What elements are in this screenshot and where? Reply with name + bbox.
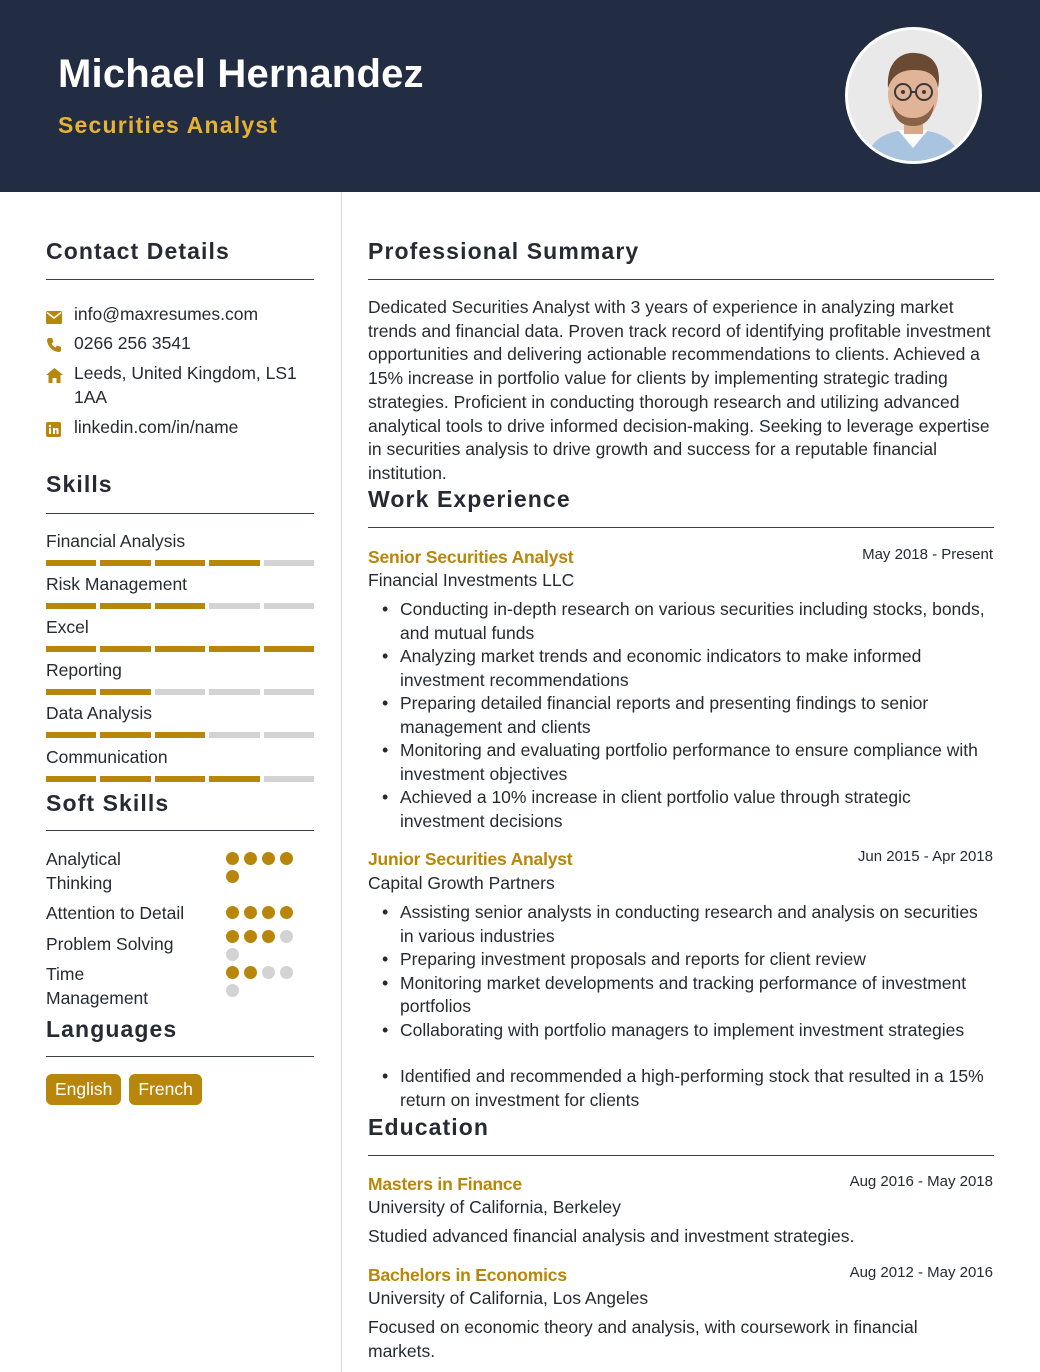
skill-bar-segment [155, 689, 205, 695]
job-company: Capital Growth Partners [368, 873, 555, 893]
soft-skill-rating [226, 966, 306, 997]
rating-dot [226, 948, 239, 961]
languages-heading-rule [46, 1056, 314, 1057]
profile-photo-illustration [848, 30, 979, 161]
skill-bar-segment [100, 776, 150, 782]
skill-bar-segment [209, 603, 259, 609]
job-bullet: • Identified and recommended a high-performing stock that resulted in a 15% return on investment for clients [380, 1065, 995, 1112]
envelope-icon [46, 302, 74, 330]
rating-dot [262, 930, 275, 943]
skill-bar-segment [209, 732, 259, 738]
summary-text: Dedicated Securities Analyst with 3 years of experience in analyzing market trends and financial data. Proven track record of identifying profitable investment opportunities and delivering actionable recommendations to clients. Achieved a 15% increase in portfolio value for clients by implementing strategic trading strategies. Proficient in conducting thorough research and utilizing advanced analytical tools to drive informed decision-making. Seeking to leverage expertise in securities analysis to drive growth and success for a reputable financial institution. [368, 297, 991, 483]
summary-heading: Professional Summary [368, 238, 640, 264]
skill-bar [46, 689, 314, 695]
skill-bar [46, 646, 314, 652]
skill-bar-segment [264, 776, 314, 782]
rating-dot [262, 906, 275, 919]
skill-bar-segment [155, 560, 205, 566]
job-bullets [380, 598, 995, 833]
skill-bar-segment [46, 776, 96, 782]
job-title: Junior Securities Analyst [368, 849, 573, 869]
rating-dot [244, 966, 257, 979]
skills-heading: Skills [46, 471, 113, 497]
skill-bar-segment [155, 776, 205, 782]
experience-heading-rule [368, 527, 994, 528]
language-tag: English [46, 1074, 121, 1105]
degree-dates: Aug 2012 - May 2016 [849, 1264, 993, 1281]
job-bullet: • Assisting senior analysts in conducting research and analysis on securities in various industries [380, 901, 995, 948]
skill-bar [46, 603, 314, 609]
contact-heading: Contact Details [46, 238, 230, 264]
soft-skills-heading-rule [46, 830, 314, 831]
contact-phone-text: 0266 256 3541 [74, 333, 191, 353]
rating-dot [226, 930, 239, 943]
contact-email[interactable] [46, 302, 306, 330]
rating-dot [244, 930, 257, 943]
job-dates: Jun 2015 - Apr 2018 [857, 848, 993, 865]
skill-bar-segment [264, 646, 314, 652]
contact-phone[interactable] [46, 331, 306, 359]
contact-address [46, 361, 306, 409]
rating-dot [226, 852, 239, 865]
rating-dot [226, 966, 239, 979]
language-list [46, 1074, 202, 1105]
skill-bar-segment [100, 732, 150, 738]
rating-dot [280, 906, 293, 919]
contact-email-text: info@maxresumes.com [74, 304, 259, 324]
rating-dot [226, 870, 239, 883]
skills-heading-rule [46, 513, 314, 514]
language-tag: French [129, 1074, 201, 1105]
rating-dot [280, 930, 293, 943]
job-bullet: • Monitoring market developments and tracking performance of investment portfolios [380, 972, 995, 1019]
contact-heading-rule [46, 279, 314, 280]
skill-bar-segment [209, 689, 259, 695]
job-bullet: • Preparing investment proposals and reports for client review [380, 948, 995, 972]
column-divider [341, 192, 342, 1372]
rating-dot [226, 984, 239, 997]
skill-bar [46, 776, 314, 782]
experience-heading: Work Experience [368, 486, 571, 512]
job-bullet: • Collaborating with portfolio managers to implement investment strategies [380, 1019, 995, 1043]
summary-heading-rule [368, 279, 994, 280]
job-bullet: • Preparing detailed financial reports and presenting findings to senior management and clients [380, 692, 995, 739]
skill-bar-segment [264, 560, 314, 566]
skill-bar-segment [155, 603, 205, 609]
skill-bar-segment [100, 646, 150, 652]
job-bullets [380, 901, 995, 1112]
skill-bar-segment [209, 776, 259, 782]
skill-bar [46, 560, 314, 566]
skill-label: Data Analysis [46, 703, 153, 723]
skill-bar-segment [46, 689, 96, 695]
degree-title: Bachelors in Economics [368, 1265, 567, 1285]
linkedin-icon [46, 415, 74, 443]
profile-photo [845, 27, 982, 164]
languages-heading: Languages [46, 1016, 178, 1042]
job-dates: May 2018 - Present [862, 546, 993, 563]
education-heading: Education [368, 1114, 490, 1140]
resume-header [0, 0, 1040, 192]
candidate-name: Michael Hernandez [58, 52, 424, 96]
skill-bar-segment [264, 732, 314, 738]
phone-icon [46, 331, 74, 359]
skill-bar-segment [46, 603, 96, 609]
degree-title: Masters in Finance [368, 1174, 522, 1194]
degree-description: Studied advanced financial analysis and investment strategies. [368, 1226, 855, 1246]
rating-dot [226, 906, 239, 919]
soft-skill-label: Time Management [46, 964, 149, 1008]
soft-skill-label: Attention to Detail [46, 903, 185, 923]
skill-bar-segment [264, 603, 314, 609]
job-title: Senior Securities Analyst [368, 547, 574, 567]
skill-bar-segment [46, 560, 96, 566]
degree-school: University of California, Berkeley [368, 1197, 621, 1217]
job-bullet: • Achieved a 10% increase in client portfolio value through strategic investment decisions [380, 786, 995, 833]
rating-dot [262, 966, 275, 979]
rating-dot [244, 906, 257, 919]
skill-label: Risk Management [46, 574, 188, 594]
skill-bar-segment [100, 560, 150, 566]
degree-school: University of California, Los Angeles [368, 1288, 649, 1308]
skill-label: Financial Analysis [46, 531, 186, 551]
skill-label: Reporting [46, 660, 122, 680]
skill-bar-segment [209, 560, 259, 566]
soft-skills-heading: Soft Skills [46, 790, 170, 816]
soft-skill-rating [226, 852, 306, 883]
job-bullet: • Analyzing market trends and economic indicators to make informed investment recommendations [380, 645, 995, 692]
rating-dot [280, 966, 293, 979]
job-company: Financial Investments LLC [368, 570, 575, 590]
candidate-title: Securities Analyst [58, 112, 279, 138]
skill-bar-segment [264, 689, 314, 695]
job-bullet: • Conducting in-depth research on various securities including stocks, bonds, and mutual funds [380, 598, 995, 645]
skill-bar-segment [209, 646, 259, 652]
home-icon [46, 361, 74, 409]
skill-bar-segment [155, 646, 205, 652]
soft-skill-label: Analytical Thinking [46, 849, 121, 893]
contact-address-text: Leeds, United Kingdom, LS1 1AA [74, 363, 297, 407]
skill-label: Communication [46, 747, 168, 767]
soft-skill-rating [226, 930, 306, 961]
education-heading-rule [368, 1155, 994, 1156]
degree-description: Focused on economic theory and analysis, with coursework in financial markets. [368, 1317, 918, 1361]
rating-dot [280, 852, 293, 865]
rating-dot [244, 852, 257, 865]
rating-dot [262, 852, 275, 865]
soft-skill-rating [226, 906, 306, 919]
contact-linkedin[interactable] [46, 415, 306, 443]
job-bullet: • Monitoring and evaluating portfolio performance to ensure compliance with investment objectives [380, 739, 995, 786]
contact-linkedin-text: linkedin.com/in/name [74, 417, 239, 437]
degree-dates: Aug 2016 - May 2018 [849, 1173, 993, 1190]
skill-bar-segment [100, 689, 150, 695]
skill-bar-segment [155, 732, 205, 738]
skill-bar [46, 732, 314, 738]
skill-bar-segment [100, 603, 150, 609]
skill-label: Excel [46, 617, 89, 637]
skill-bar-segment [46, 646, 96, 652]
skill-bar-segment [46, 732, 96, 738]
soft-skill-label: Problem Solving [46, 934, 174, 954]
